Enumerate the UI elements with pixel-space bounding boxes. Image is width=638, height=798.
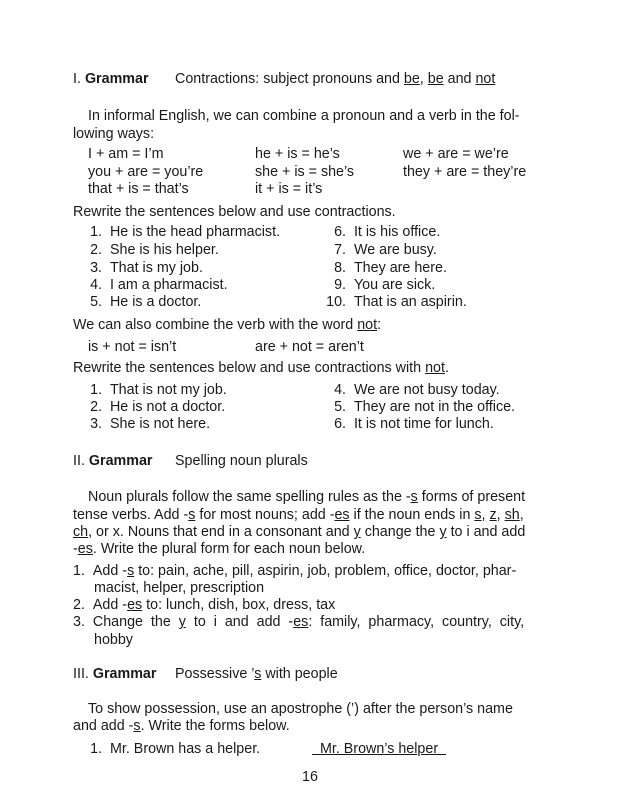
- section3-heading: [73, 665, 156, 683]
- text-not: not: [357, 317, 378, 333]
- contraction-cell: they + are = they’re: [403, 164, 527, 180]
- text: to: lunch, dish, box, dress, tax: [142, 597, 336, 613]
- text: Noun plurals follow the same spelling rules as the -: [88, 489, 411, 505]
- section2-para-line-4: [73, 540, 365, 558]
- item-number: 3.: [73, 614, 85, 630]
- contraction-cell: you + are = you’re: [88, 164, 204, 180]
- item-number: 10.: [326, 294, 346, 310]
- contraction-cell: I + am = I’m: [88, 146, 164, 162]
- section2-para-line-2: [73, 506, 524, 524]
- suffix-s: s: [127, 563, 135, 579]
- section2-para-line-3: [73, 523, 525, 541]
- title-and: and: [443, 71, 476, 87]
- title-comma: ,: [419, 71, 428, 87]
- exercise-item: [84, 415, 210, 433]
- suffix-es: es: [127, 597, 143, 613]
- not-form: is + not = isn’t: [88, 339, 177, 355]
- suffix-s: s: [254, 666, 262, 682]
- exercise-item: [318, 398, 515, 416]
- exercise-item: [318, 415, 494, 433]
- exercise-item: [318, 381, 500, 399]
- item-text: We are not busy today.: [353, 382, 500, 398]
- item-text: We are busy.: [353, 242, 437, 258]
- item-text: They are here.: [353, 260, 447, 276]
- exercise-item: [318, 223, 440, 241]
- section1-numeral: I.: [73, 71, 81, 87]
- section2-heading: [73, 452, 152, 470]
- text: tense verbs. Add -: [73, 507, 189, 523]
- title-be-1: be: [403, 71, 420, 87]
- text: Possessive ’: [175, 666, 255, 682]
- item-text: That is an aspirin.: [353, 294, 467, 310]
- item-number: 2.: [73, 597, 85, 613]
- item-text: He is not a doctor.: [109, 399, 226, 415]
- letter-s: s: [474, 507, 482, 523]
- title-text: Contractions: subject pronouns and: [175, 71, 404, 87]
- item-text: She is his helper.: [109, 242, 219, 258]
- rewrite-instruction-2: [73, 359, 449, 377]
- example-answer: Mr. Brown’s helper: [312, 741, 447, 757]
- suffix-es: es: [293, 614, 309, 630]
- item-text: I am a pharmacist.: [109, 277, 228, 293]
- text: if the noun ends in: [349, 507, 475, 523]
- letters-ch: ch: [73, 524, 89, 540]
- item-number: 3.: [90, 416, 102, 432]
- text: ,: [519, 507, 524, 523]
- text: -: [73, 541, 78, 557]
- item-number: 5.: [90, 294, 102, 310]
- exercise-item: [84, 241, 219, 259]
- item-number: 1.: [90, 741, 102, 757]
- exercise-item: [318, 259, 447, 277]
- intro-line-1: In informal English, we can combine a pronoun and a verb in the fol-: [88, 108, 520, 124]
- text: for most nouns; add -: [195, 507, 335, 523]
- suffix-es: es: [334, 507, 350, 523]
- letter-y: y: [353, 524, 361, 540]
- item-number: 6.: [334, 416, 346, 432]
- not-intro: [73, 316, 381, 334]
- section3-label: Grammar: [92, 666, 157, 682]
- text: :: [377, 317, 382, 333]
- suffix-s: s: [410, 489, 418, 505]
- exercise-item: [84, 223, 280, 241]
- suffix-s: s: [188, 507, 196, 523]
- plural-item-3-cont: hobby: [94, 632, 133, 648]
- item-text: They are not in the office.: [353, 399, 516, 415]
- text: Add -: [92, 597, 128, 613]
- item-text: It is his office.: [353, 224, 441, 240]
- section3-para-line-2: [73, 717, 290, 735]
- text: Add -: [92, 563, 128, 579]
- section1-label: Grammar: [84, 71, 149, 87]
- exercise-item: [318, 241, 437, 259]
- title-be-2: be: [427, 71, 444, 87]
- plural-item-1-cont: macist, helper, prescription: [94, 580, 265, 596]
- text-not: not: [425, 360, 445, 376]
- section2-numeral: II.: [73, 453, 85, 469]
- item-text: Mr. Brown has a helper.: [109, 741, 261, 757]
- letter-z: z: [489, 507, 497, 523]
- section1-title: [175, 70, 495, 88]
- text: . Write the forms below.: [140, 718, 290, 734]
- rewrite-instruction-1: Rewrite the sentences below and use contractions.: [73, 204, 396, 220]
- item-text: She is not here.: [109, 416, 211, 432]
- section1-heading: [73, 70, 149, 88]
- contraction-cell: we + are = we’re: [403, 146, 509, 162]
- item-number: 3.: [90, 260, 102, 276]
- exercise-item: [318, 293, 467, 311]
- text: ,: [496, 507, 505, 523]
- letter-y: y: [439, 524, 447, 540]
- not-form: are + not = aren’t: [255, 339, 364, 355]
- text: and add -: [73, 718, 134, 734]
- item-number: 1.: [90, 382, 102, 398]
- exercise-item: [84, 293, 201, 311]
- suffix-es: es: [77, 541, 93, 557]
- text: Rewrite the sentences below and use contractions with: [73, 360, 426, 376]
- plural-item-2: [73, 596, 335, 614]
- exercise-item: [84, 276, 228, 294]
- section2-label: Grammar: [88, 453, 153, 469]
- item-text: That is my job.: [109, 260, 203, 276]
- contraction-cell: he + is = he’s: [255, 146, 340, 162]
- exercise-item: [84, 381, 227, 399]
- exercise-item: [84, 398, 225, 416]
- exercise-item: [318, 276, 435, 294]
- text: : family, pharmacy, country, city,: [308, 614, 525, 630]
- text: change the: [360, 524, 440, 540]
- item-number: 4.: [334, 382, 346, 398]
- example-item: [84, 740, 260, 758]
- item-number: 8.: [334, 260, 346, 276]
- item-text: You are sick.: [353, 277, 436, 293]
- title-not: not: [475, 71, 496, 87]
- text: , or x. Nouns that end in a consonant and: [88, 524, 354, 540]
- item-number: 7.: [334, 242, 346, 258]
- text: .: [444, 360, 449, 376]
- text: Change the: [92, 614, 179, 630]
- item-number: 9.: [334, 277, 346, 293]
- text: We can also combine the verb with the word: [73, 317, 358, 333]
- item-text: That is not my job.: [109, 382, 227, 398]
- text: to i and add: [446, 524, 526, 540]
- item-text: He is the head pharmacist.: [109, 224, 281, 240]
- item-text: It is not time for lunch.: [353, 416, 494, 432]
- text: ,: [481, 507, 490, 523]
- text: to: pain, ache, pill, aspirin, job, problem, office, doctor, phar-: [134, 563, 517, 579]
- section2-title: Spelling noun plurals: [175, 453, 308, 469]
- section3-title: [175, 665, 338, 683]
- exercise-item: [84, 259, 203, 277]
- item-number: 6.: [334, 224, 346, 240]
- section3-para-line-1: To show possession, use an apostrophe (’) after the person’s name: [88, 701, 513, 717]
- text: with people: [261, 666, 338, 682]
- letter-y: y: [178, 614, 186, 630]
- section3-numeral: III.: [73, 666, 89, 682]
- text: . Write the plural form for each noun below.: [92, 541, 366, 557]
- contraction-cell: that + is = that’s: [88, 181, 189, 197]
- item-number: 1.: [90, 224, 102, 240]
- letters-sh: sh: [504, 507, 520, 523]
- suffix-s: s: [133, 718, 141, 734]
- item-number: 5.: [334, 399, 346, 415]
- section2-para-line-1: [88, 488, 525, 506]
- plural-item-3: [73, 613, 524, 631]
- page-number: 16: [302, 769, 318, 785]
- item-number: 1.: [73, 563, 85, 579]
- item-number: 2.: [90, 242, 102, 258]
- intro-line-2: lowing ways:: [73, 126, 155, 142]
- contraction-cell: she + is = she’s: [255, 164, 355, 180]
- item-text: He is a doctor.: [109, 294, 202, 310]
- contraction-cell: it + is = it’s: [255, 181, 323, 197]
- text: forms of present: [417, 489, 526, 505]
- text: to i and add -: [185, 614, 294, 630]
- item-number: 2.: [90, 399, 102, 415]
- plural-item-1: [73, 562, 516, 580]
- item-number: 4.: [90, 277, 102, 293]
